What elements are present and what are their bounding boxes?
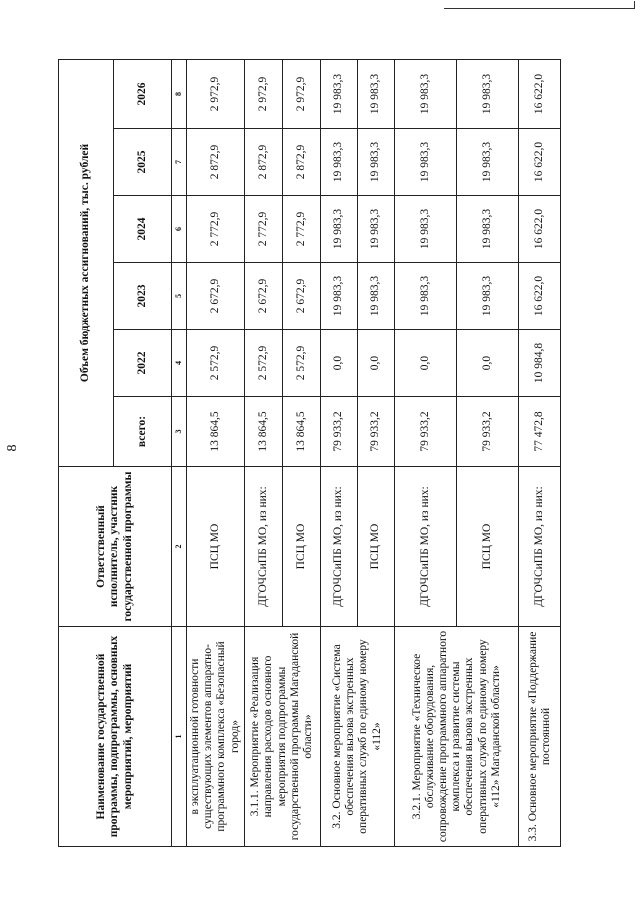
table-row — [519, 60, 561, 847]
row-value: 2 772,9 — [244, 196, 282, 263]
row-name: 3.3. Основное мероприятие «Поддержание постоянной — [519, 627, 561, 847]
row-value: 2 872,9 — [187, 129, 245, 196]
row-value: 19 983,3 — [357, 196, 394, 263]
row-value: 2 972,9 — [283, 60, 320, 129]
row-value: 2 672,9 — [283, 263, 320, 330]
row-value: 2 872,9 — [283, 129, 320, 196]
row-value: 2 872,9 — [244, 129, 282, 196]
row-value: 77 472,8 — [519, 397, 561, 467]
column-number: 2 — [172, 467, 187, 627]
row-executor: ДГОЧСиПБ МО, из них: — [244, 467, 282, 627]
row-value: 19 983,3 — [320, 129, 357, 196]
row-executor: ПСЦ МО — [283, 467, 320, 627]
row-executor: ПСЦ МО — [187, 467, 245, 627]
row-executor: ДГОЧСиПБ МО, из них: — [519, 467, 561, 627]
header-executor: Ответственный исполнитель, участник государственной программы — [59, 467, 172, 627]
row-value: 13 864,5 — [187, 397, 245, 467]
column-number: 4 — [172, 330, 187, 397]
row-value: 0,0 — [395, 330, 457, 397]
row-value: 2 572,9 — [283, 330, 320, 397]
header-year-2026: 2026 — [114, 60, 172, 129]
column-number: 7 — [172, 129, 187, 196]
row-value: 19 983,3 — [457, 263, 519, 330]
row-value: 16 622,0 — [519, 60, 561, 129]
header-year-2025: 2025 — [114, 129, 172, 196]
row-value: 13 864,5 — [283, 397, 320, 467]
column-number: 5 — [172, 263, 187, 330]
row-value: 0,0 — [457, 330, 519, 397]
row-name: 3.2.1. Мероприятие «Техническое обслуживание оборудования, сопровождение программного аппаратного комплекса и развитие системы обеспечения вызова экстренных оперативных служб по единому номеру «112» Магаданской области» — [395, 627, 519, 847]
rotated-table-wrapper — [58, 60, 561, 847]
column-number: 1 — [172, 627, 187, 847]
row-value: 2 572,9 — [244, 330, 282, 397]
table-row — [244, 60, 282, 847]
row-value: 2 672,9 — [187, 263, 245, 330]
row-value: 19 983,3 — [457, 60, 519, 129]
row-value: 2 572,9 — [187, 330, 245, 397]
row-executor: ДГОЧСиПБ МО, из них: — [320, 467, 357, 627]
header-name: Наименование государственной программы, подпрограммы, основных мероприятий, мероприятий — [59, 627, 172, 847]
row-name: 3.1.1. Мероприятие «Реализация направления расходов основного мероприятия подпрограммы государственной программы Магаданской области» — [244, 627, 320, 847]
row-value: 2 772,9 — [187, 196, 245, 263]
row-value: 19 983,3 — [357, 60, 394, 129]
table-row — [395, 60, 457, 847]
column-number: 6 — [172, 196, 187, 263]
table-row — [187, 60, 245, 847]
row-value: 2 972,9 — [187, 60, 245, 129]
row-value: 19 983,3 — [320, 196, 357, 263]
row-value: 16 622,0 — [519, 263, 561, 330]
row-value: 2 972,9 — [244, 60, 282, 129]
column-number: 3 — [172, 397, 187, 467]
row-name: в эксплуатационной готовности существующих элементов аппаратно-программного комплекса «Безопасный город» — [187, 627, 245, 847]
row-value: 16 622,0 — [519, 196, 561, 263]
row-value: 19 983,3 — [320, 263, 357, 330]
row-executor: ПСЦ МО — [457, 467, 519, 627]
row-value: 19 983,3 — [395, 263, 457, 330]
page-number: 8 — [5, 444, 20, 452]
row-value: 79 933,2 — [357, 397, 394, 467]
row-value: 10 984,8 — [519, 330, 561, 397]
row-value: 19 983,3 — [457, 196, 519, 263]
column-number: 8 — [172, 60, 187, 129]
row-value: 79 933,2 — [395, 397, 457, 467]
corner-mark — [444, 1, 635, 9]
row-executor: ДГОЧСиПБ МО, из них: — [395, 467, 457, 627]
row-value: 0,0 — [357, 330, 394, 397]
row-value: 2 672,9 — [244, 263, 282, 330]
row-value: 0,0 — [320, 330, 357, 397]
row-value: 13 864,5 — [244, 397, 282, 467]
row-value: 2 772,9 — [283, 196, 320, 263]
header-year-2024: 2024 — [114, 196, 172, 263]
header-funding: Объем бюджетных ассигнований, тыс. рублей — [59, 60, 114, 467]
header-total: всего: — [114, 397, 172, 467]
budget-table — [58, 59, 561, 847]
row-value: 79 933,2 — [320, 397, 357, 467]
row-name: 3.2. Основное мероприятие «Система обеспечения вызова экстренных оперативных служб по единому номеру «112» — [320, 627, 395, 847]
row-value: 79 933,2 — [457, 397, 519, 467]
row-value: 19 983,3 — [357, 263, 394, 330]
row-value: 19 983,3 — [395, 60, 457, 129]
row-value: 19 983,3 — [395, 129, 457, 196]
table-row — [320, 60, 357, 847]
row-value: 19 983,3 — [357, 129, 394, 196]
row-value: 16 622,0 — [519, 129, 561, 196]
header-year-2023: 2023 — [114, 263, 172, 330]
row-value: 19 983,3 — [395, 196, 457, 263]
row-value: 19 983,3 — [457, 129, 519, 196]
header-year-2022: 2022 — [114, 330, 172, 397]
row-executor: ПСЦ МО — [357, 467, 394, 627]
row-value: 19 983,3 — [320, 60, 357, 129]
